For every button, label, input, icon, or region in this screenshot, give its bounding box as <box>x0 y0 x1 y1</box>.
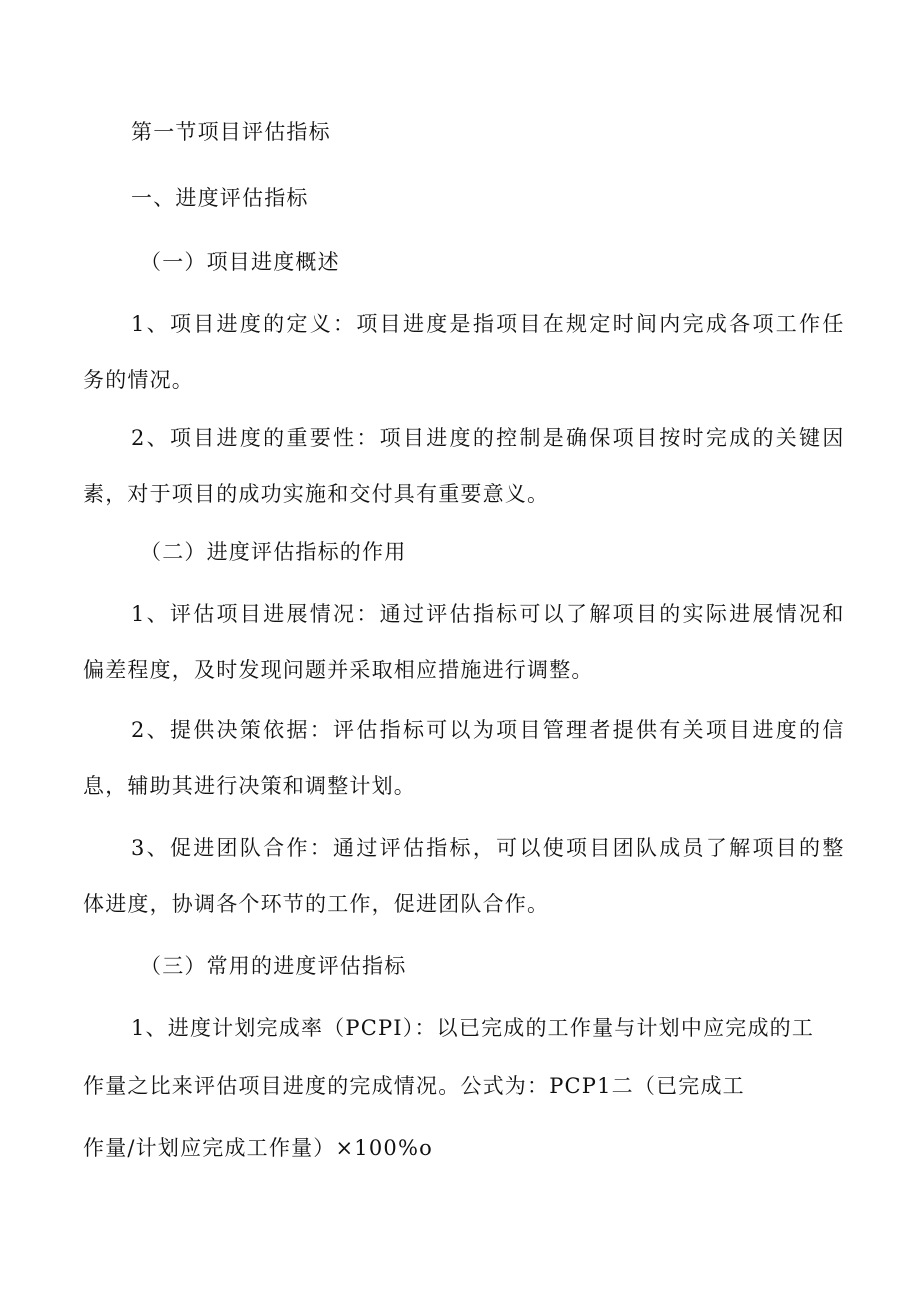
paragraph-line: 体进度，协调各个环节的工作，促进团队合作。 <box>83 892 550 916</box>
paragraph-line: 3、促进团队合作：通过评估指标，可以使项目团队成员了解项目的整 <box>131 836 846 860</box>
paragraph-line: 素，对于项目的成功实施和交付具有重要意义。 <box>83 482 550 506</box>
section-title: 第一节项目评估指标 <box>131 120 331 144</box>
paragraph-line: 作量/计划应完成工作量）×100%o <box>83 1136 433 1160</box>
heading-progress-indicators: 一、进度评估指标 <box>131 186 309 210</box>
subheading-common-indicators: （三）常用的进度评估指标 <box>140 954 407 978</box>
paragraph-line: 1、进度计划完成率（PCPI）：以已完成的工作量与计划中应完成的工 <box>131 1016 815 1040</box>
subheading-project-progress-overview: （一）项目进度概述 <box>140 250 340 274</box>
paragraph-line: 作量之比来评估项目进度的完成情况。公式为：PCP1二（已完成工 <box>83 1074 745 1098</box>
paragraph-line: 2、提供决策依据：评估指标可以为项目管理者提供有关项目进度的信 <box>131 718 846 742</box>
paragraph-line: 2、项目进度的重要性：项目进度的控制是确保项目按时完成的关键因 <box>131 426 846 450</box>
subheading-role-of-indicators: （二）进度评估指标的作用 <box>140 540 407 564</box>
paragraph-line: 息，辅助其进行决策和调整计划。 <box>83 774 416 798</box>
paragraph-line: 1、项目进度的定义：项目进度是指项目在规定时间内完成各项工作任 <box>131 312 846 336</box>
paragraph-line: 1、评估项目进展情况：通过评估指标可以了解项目的实际进展情况和 <box>131 602 846 626</box>
paragraph-line: 偏差程度，及时发现问题并采取相应措施进行调整。 <box>83 658 594 682</box>
paragraph-line: 务的情况。 <box>83 368 194 392</box>
